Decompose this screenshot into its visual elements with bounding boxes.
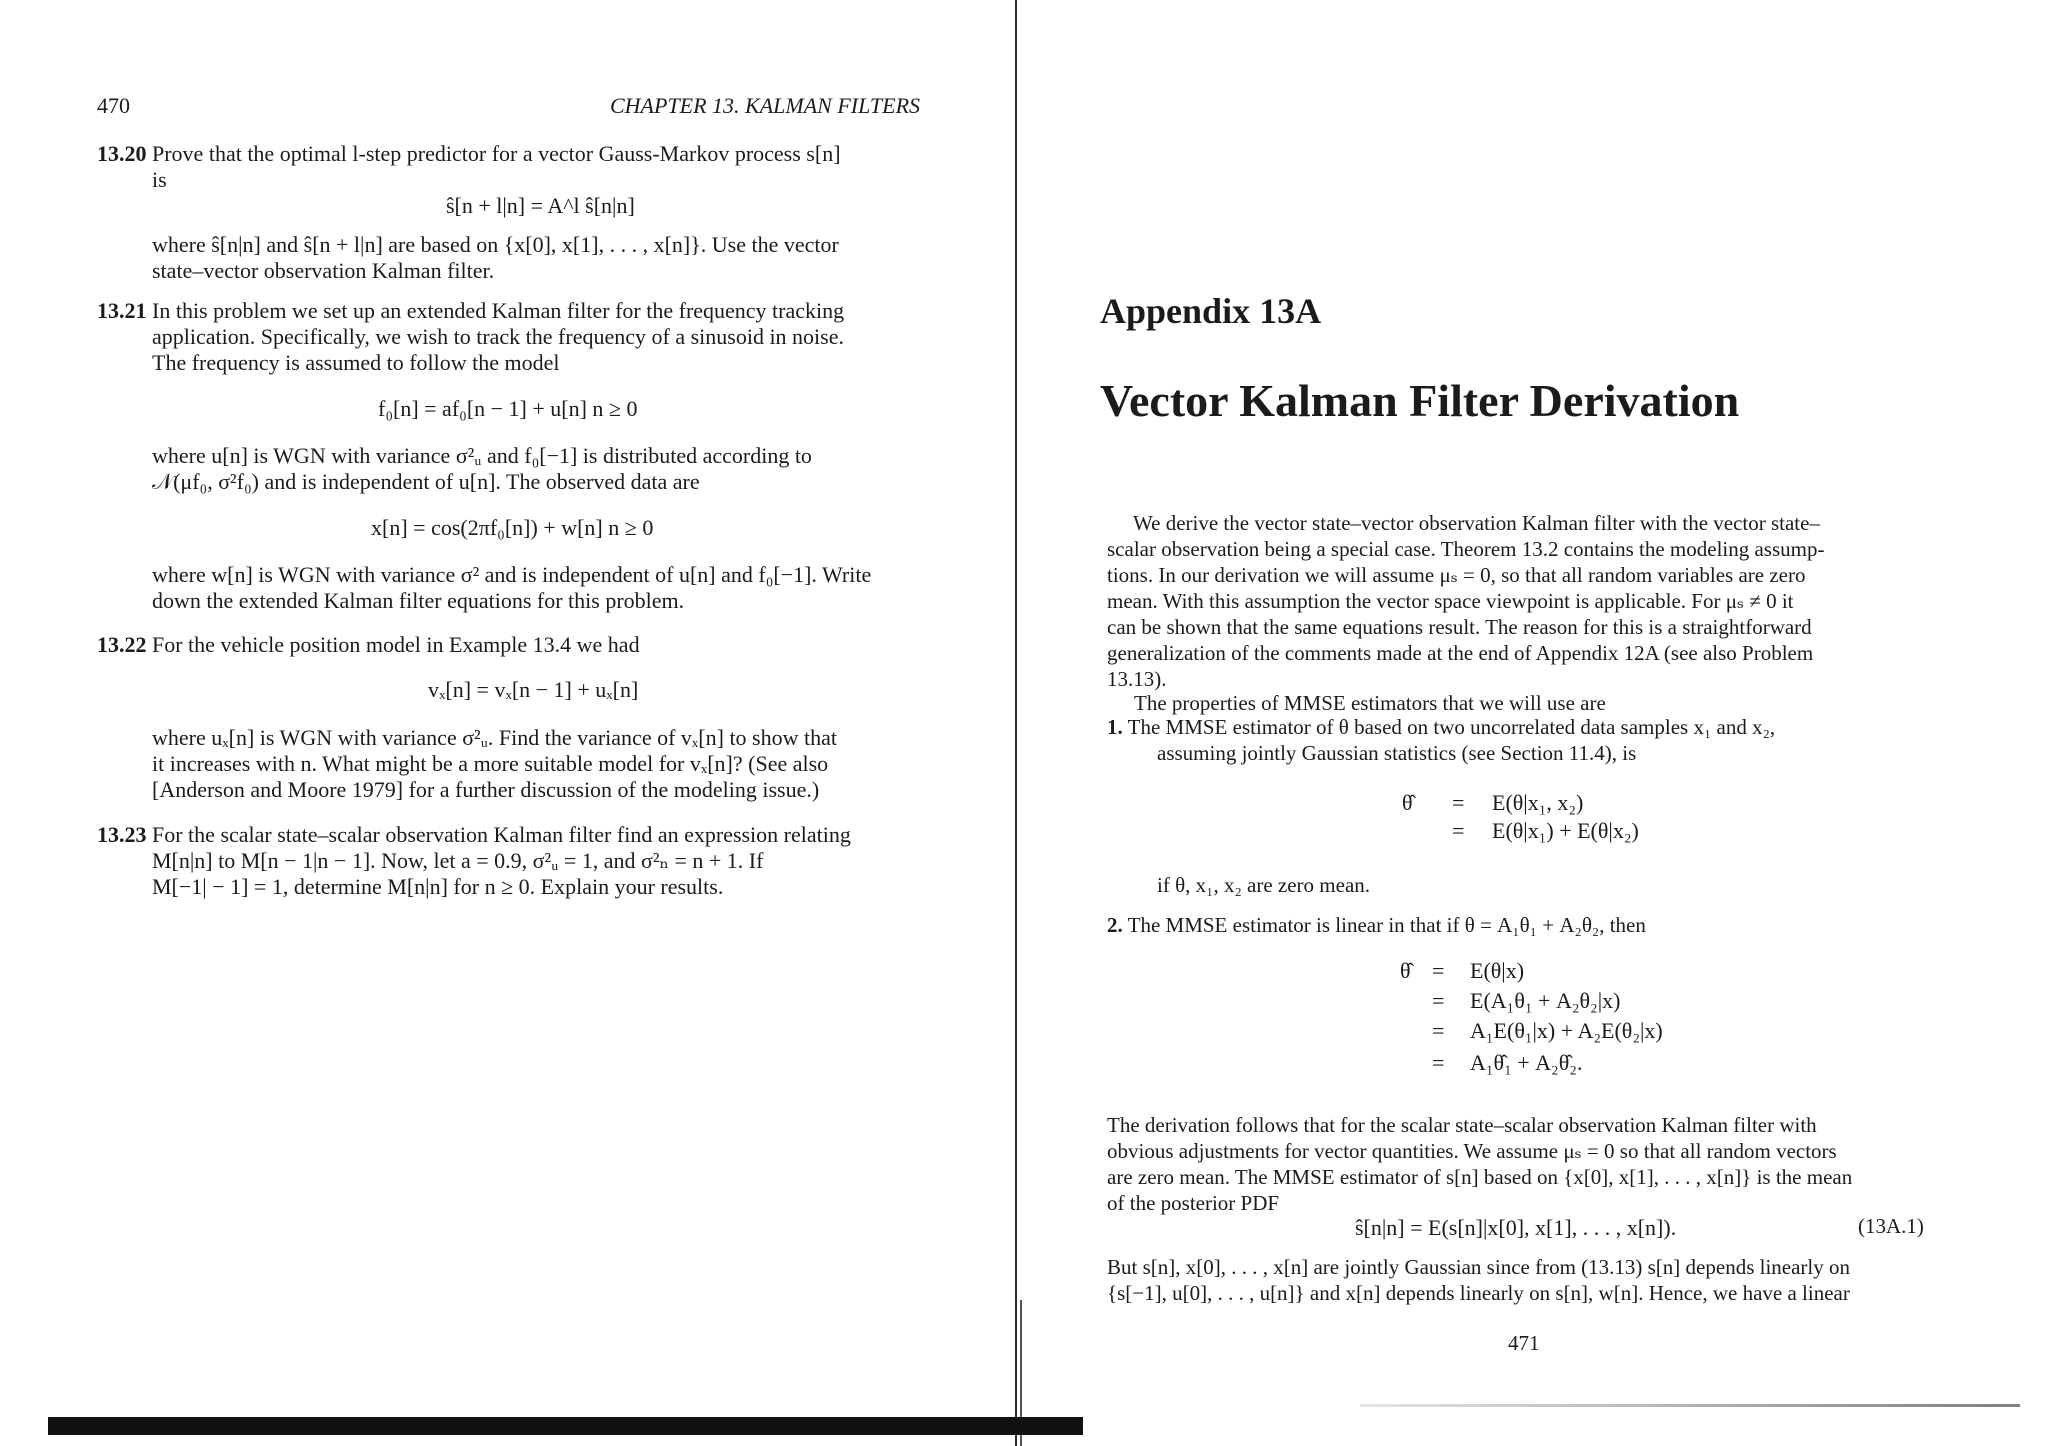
equation-row: E(θ|x₁, x₂) — [1492, 790, 1584, 815]
problem-text: where uₓ[n] is WGN with variance σ²ᵤ. Find the variance of vₓ[n] to show that — [152, 725, 837, 750]
equals-sign: = — [1432, 1018, 1445, 1043]
problem-text: For the vehicle position model in Example 13.4 we had — [152, 632, 640, 657]
equation-13A1: ŝ[n|n] = E(s[n]|x[0], x[1], . . . , x[n]). — [1355, 1215, 1677, 1240]
scan-edge-shadow — [48, 1417, 1083, 1435]
problem-text: state–vector observation Kalman filter. — [152, 258, 495, 283]
list-text: assuming jointly Gaussian statistics (see Section 11.4), is — [1157, 741, 1637, 765]
book-spine — [1015, 0, 1017, 1446]
equation-row: A₁E(θ₁|x) + A₂E(θ₂|x) — [1470, 1018, 1663, 1043]
intro-text: scalar observation being a special case. Theorem 13.2 contains the modeling assump- — [1107, 537, 1825, 561]
equation: f₀[n] = af₀[n − 1] + u[n] n ≥ 0 — [378, 396, 638, 421]
equation-lhs: θ̂ — [1402, 790, 1413, 815]
problem-text: it increases with n. What might be a more suitable model for vₓ[n]? (See also — [152, 751, 829, 776]
list-item-1 — [1107, 714, 1775, 740]
problem-text: where w[n] is WGN with variance σ² and is independent of u[n] and f₀[−1]. Write — [152, 562, 872, 587]
intro-text: generalization of the comments made at the end of Appendix 12A (see also Problem — [1107, 641, 1814, 665]
problem-text: [Anderson and Moore 1979] for a further discussion of the modeling issue.) — [152, 777, 820, 802]
equals-sign: = — [1452, 790, 1465, 815]
appendix-title: Vector Kalman Filter Derivation — [1100, 375, 1740, 426]
problem-number: 13.23 — [97, 822, 147, 847]
problem-text: is — [152, 167, 167, 192]
derivation-text: obvious adjustments for vector quantities. We assume μₛ = 0 so that all random vectors — [1107, 1139, 1837, 1163]
equation-row: E(θ|x₁) + E(θ|x₂) — [1492, 818, 1639, 843]
intro-text: We derive the vector state–vector observation Kalman filter with the vector state– — [1133, 511, 1820, 535]
equals-sign: = — [1432, 1050, 1445, 1075]
problem-text: where ŝ[n|n] and ŝ[n + l|n] are based on {x[0], x[1], . . . , x[n]}. Use the vector — [152, 232, 839, 257]
problem-text: down the extended Kalman filter equations for this problem. — [152, 588, 685, 613]
closing-text: {s[−1], u[0], . . . , u[n]} and x[n] depends linearly on s[n], w[n]. Hence, we have a linear — [1107, 1281, 1850, 1305]
problem-text: where u[n] is WGN with variance σ²ᵤ and f₀[−1] is distributed according to — [152, 443, 812, 468]
page-number-right: 471 — [1508, 1331, 1540, 1355]
equation-row: E(A₁θ₁ + A₂θ₂|x) — [1470, 988, 1621, 1013]
running-head: CHAPTER 13. KALMAN FILTERS — [610, 93, 921, 118]
problem-number: 13.20 — [97, 141, 147, 166]
list-number: 1. — [1107, 715, 1123, 739]
intro-text: mean. With this assumption the vector space viewpoint is applicable. For μₛ ≠ 0 it — [1107, 589, 1794, 613]
equals-sign: = — [1432, 958, 1445, 983]
problem-text: M[−1| − 1] = 1, determine M[n|n] for n ≥ 0. Explain your results. — [152, 874, 724, 899]
problem-13-23 — [97, 822, 851, 848]
problem-text: In this problem we set up an extended Kalman filter for the frequency tracking — [152, 298, 845, 323]
equation: vₓ[n] = vₓ[n − 1] + uₓ[n] — [428, 677, 639, 702]
derivation-text: of the posterior PDF — [1107, 1191, 1280, 1215]
problem-number: 13.22 — [97, 632, 147, 657]
problem-13-22 — [97, 632, 640, 658]
page-number-left: 470 — [97, 93, 130, 118]
problem-text: For the scalar state–scalar observation Kalman filter find an expression relating — [152, 822, 851, 847]
list-note: if θ, x₁, x₂ are zero mean. — [1157, 873, 1371, 897]
equals-sign: = — [1452, 818, 1465, 843]
problem-text: The frequency is assumed to follow the model — [152, 350, 560, 375]
intro-text: tions. In our derivation we will assume μₛ = 0, so that all random variables are zero — [1107, 563, 1806, 587]
problem-text: 𝒩(μf₀, σ²f₀) and is independent of u[n]. The observed data are — [152, 469, 700, 494]
problem-13-21 — [97, 298, 844, 324]
list-text: The MMSE estimator is linear in that if θ = A₁θ₁ + A₂θ₂, then — [1127, 913, 1646, 937]
equation-tag: (13A.1) — [1858, 1214, 1924, 1238]
equation-row: A₁θ̂₁ + A₂θ̂₂. — [1470, 1050, 1583, 1075]
problem-text: M[n|n] to M[n − 1|n − 1]. Now, let a = 0.9, σ²ᵤ = 1, and σ²ₙ = n + 1. If — [152, 848, 764, 873]
equation-lhs: θ̂ — [1400, 958, 1411, 983]
list-item-2 — [1107, 912, 1646, 938]
problem-text: Prove that the optimal l-step predictor for a vector Gauss-Markov process s[n] — [152, 141, 841, 166]
derivation-text: The derivation follows that for the scalar state–scalar observation Kalman filter with — [1107, 1113, 1817, 1137]
properties-intro: The properties of MMSE estimators that we will use are — [1134, 691, 1606, 715]
equals-sign: = — [1432, 988, 1445, 1013]
equation: x[n] = cos(2πf₀[n]) + w[n] n ≥ 0 — [371, 515, 654, 540]
equation-row: E(θ|x) — [1470, 958, 1525, 983]
equation: ŝ[n + l|n] = A^l ŝ[n|n] — [446, 193, 635, 218]
intro-text: 13.13). — [1107, 667, 1167, 691]
problem-13-20 — [97, 141, 841, 167]
list-text: The MMSE estimator of θ based on two uncorrelated data samples x₁ and x₂, — [1127, 715, 1776, 739]
list-number: 2. — [1107, 913, 1123, 937]
closing-text: But s[n], x[0], . . . , x[n] are jointly Gaussian since from (13.13) s[n] depends linearly on — [1107, 1255, 1850, 1279]
problem-text: application. Specifically, we wish to track the frequency of a sinusoid in noise. — [152, 324, 844, 349]
scan-edge-fade — [1360, 1404, 2020, 1407]
derivation-text: are zero mean. The MMSE estimator of s[n] based on {x[0], x[1], . . . , x[n]} is the mean — [1107, 1165, 1853, 1189]
appendix-label: Appendix 13A — [1100, 291, 1322, 331]
problem-number: 13.21 — [97, 298, 147, 323]
intro-text: can be shown that the same equations result. The reason for this is a straightforward — [1107, 615, 1812, 639]
